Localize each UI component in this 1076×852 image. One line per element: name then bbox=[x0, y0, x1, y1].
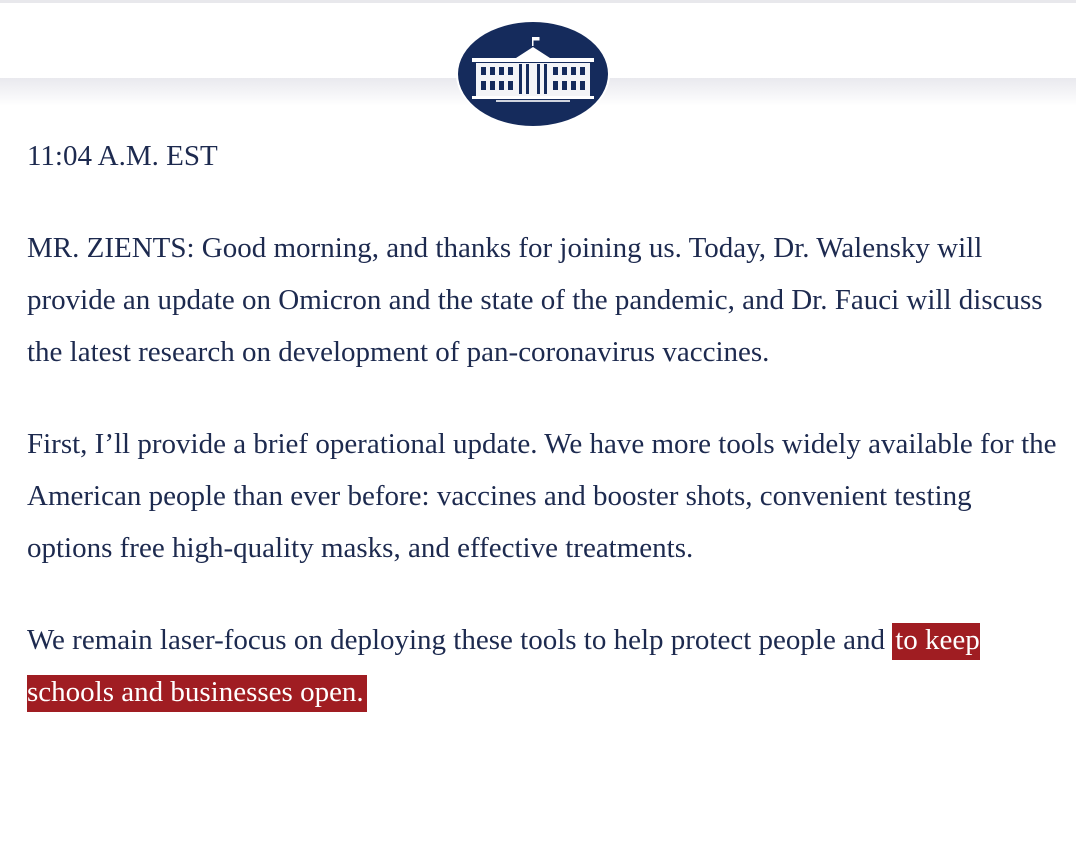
highlighted-text: to keep schools and businesses open. bbox=[27, 623, 980, 712]
transcript-body bbox=[27, 130, 1057, 718]
timestamp: 11:04 A.M. EST bbox=[27, 140, 218, 172]
paragraph: First, I’ll provide a brief operational update. We have more tools widely available for the American people than ever before: vaccines and booster shots, convenient testing options free high-quality masks, and effective treatments. bbox=[27, 428, 1057, 564]
white-house-seal-icon[interactable] bbox=[456, 20, 610, 128]
paragraph-text: We remain laser-focus on deploying these tools to help protect people and bbox=[27, 624, 893, 656]
top-border bbox=[0, 0, 1076, 3]
paragraph-with-highlight bbox=[27, 614, 1057, 718]
paragraph: MR. ZIENTS: Good morning, and thanks for joining us. Today, Dr. Walensky will provide an update on Omicron and the state of the pandemic, and Dr. Fauci will discuss the latest research on development of pan-coronavirus vaccines. bbox=[27, 232, 1043, 368]
